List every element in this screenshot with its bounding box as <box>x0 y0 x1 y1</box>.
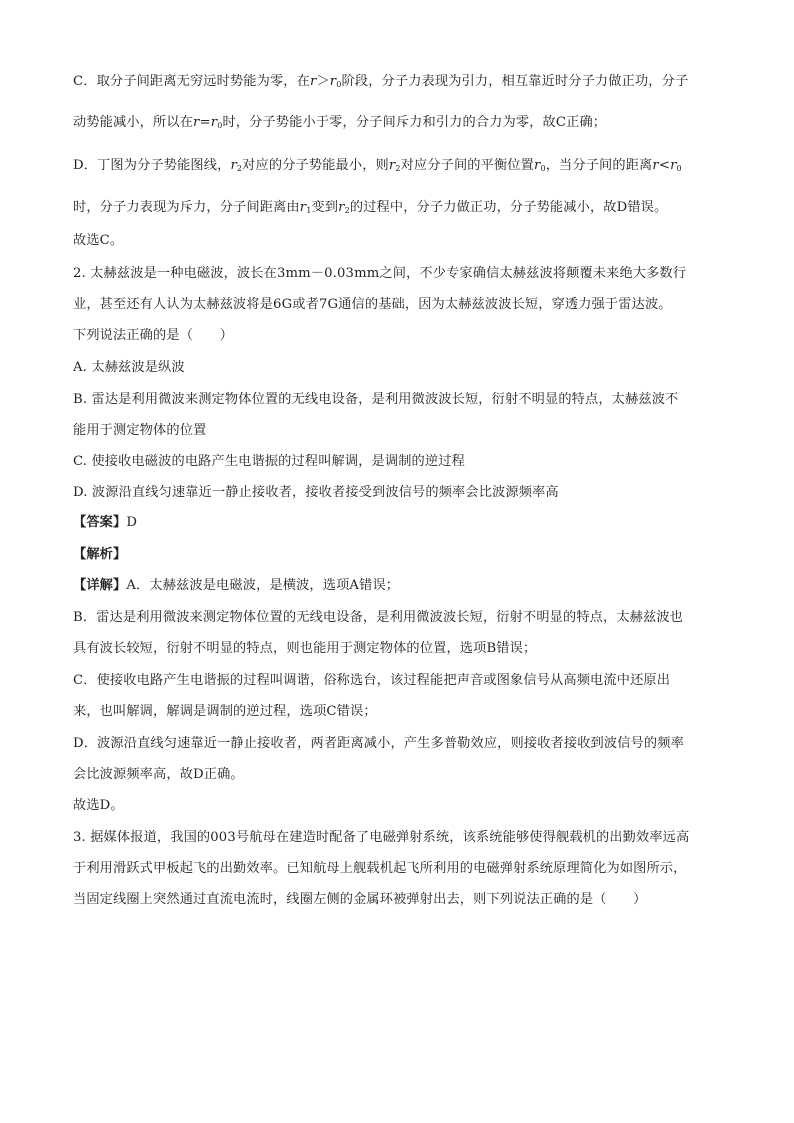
text: ，当分子间的距离 <box>545 158 653 173</box>
math-r1: r <box>299 200 307 215</box>
q2-explanation-a <box>73 578 399 594</box>
math-r0: r <box>670 158 677 173</box>
q2-stem-line1: 2. 太赫兹波是一种电磁波，波长在3mm－0.03mm之间，不少专家确信太赫兹波将颠覆未来绝大多数行 <box>73 266 687 281</box>
q2-explanation-d-line1: D．波源沿直线匀速靠近一静止接收者，两者距离减小，产生多普勒效应，则接收者接收到波信号的频率 <box>73 736 684 751</box>
q2-option-c: C. 使接收电磁波的电路产生电谐振的过程叫解调，是调制的逆过程 <box>73 454 465 469</box>
math-sub: 2 <box>236 164 243 173</box>
q2-explanation-c-line2: 来，也叫解调，解调是调制的逆过程，选项C错误； <box>73 704 377 719</box>
math-sub: 0 <box>217 121 223 130</box>
math-eq: = <box>199 115 211 130</box>
q2-answer <box>73 515 137 531</box>
answer-tag: 【答案】 <box>73 515 127 530</box>
text: D．丁图为分子势能图线， <box>73 158 231 173</box>
q2-explanation-b-line1: B．雷达是利用微波来测定物体位置的无线电设备，是利用微波波长短，衍射不明显的特点，太赫兹波也 <box>73 610 684 625</box>
q3-stem-line3: 当固定线圈上突然通过直流电流时，线圈左侧的金属环被弹射出去，则下列说法正确的是（ ） <box>73 892 647 907</box>
q2-explanation-d-line2: 会比波源频率高，故D正确。 <box>73 767 244 782</box>
text: 时，分子力表现为斥力，分子间距离由 <box>73 200 300 215</box>
q2-explanation-c-line1: C．使接收电路产生电谐振的过程叫调谐，俗称选台，该过程能把声音或图象信号从高频电流中还原出 <box>73 673 671 688</box>
q1-choose: 故选C。 <box>73 233 124 248</box>
math-r2: r <box>338 200 345 215</box>
text: A．太赫兹波是电磁波，是横波，选项A错误； <box>126 578 400 593</box>
math-r: r <box>193 115 200 130</box>
text: C．取分子间距离无穷远时势能为零，在 <box>73 74 310 89</box>
q2-option-d: D. 波源沿直线匀速靠近一静止接收者，接收者接受到波信号的频率会比波源频率高 <box>73 485 559 500</box>
math-sub: 0 <box>676 164 682 173</box>
q2-option-b-line1: B. 雷达是利用微波来测定物体位置的无线电设备，是利用微波波长短，衍射不明显的特点，太赫兹波不 <box>73 392 679 407</box>
math-r: r <box>309 74 317 89</box>
math-sub: 2 <box>344 206 350 215</box>
math-sub: 1 <box>306 206 312 215</box>
answer-value: D <box>126 515 138 530</box>
math-r2: r <box>230 158 237 173</box>
detail-tag: 【详解】 <box>73 578 127 593</box>
q2-option-a: A. 太赫兹波是纵波 <box>73 360 185 375</box>
text: 动势能减小，所以在 <box>73 115 194 130</box>
q2-stem-line3: 下列说法正确的是（ ） <box>73 328 234 343</box>
text: 时，分子势能小于零，分子间斥力和引力的合力为零，故C正确； <box>222 115 607 130</box>
q2-stem-line2: 业，甚至还有人认为太赫兹波将是6G或者7G通信的基础，因为太赫兹波波长短，穿透力强于雷达波。 <box>73 297 672 312</box>
q1-explanation-c-line1 <box>73 74 688 93</box>
text: 的过程中，分子力做正功，分子势能减小，故D错误。 <box>349 200 668 215</box>
math-sub: 0 <box>540 164 546 173</box>
math-r0: r <box>329 74 337 89</box>
text: 阶段，分子力表现为引力，相互靠近时分子力做正功，分子 <box>341 74 689 89</box>
math-gt: ＞ <box>316 74 330 89</box>
q2-choose: 故选D。 <box>73 798 124 813</box>
text: 对应的分子势能最小，则 <box>242 158 389 173</box>
q1-explanation-d-line1 <box>73 158 682 177</box>
q1-explanation-d-line2 <box>73 200 667 219</box>
q3-stem-line1: 3. 据媒体报道，我国的003号航母在建造时配备了电磁弹射系统，该系统能够使得舰载机的出勤效率远高 <box>73 830 690 845</box>
text: 变到 <box>311 200 339 215</box>
q2-analysis-tag: 【解析】 <box>73 547 127 562</box>
math-lt: < <box>658 158 671 173</box>
q2-option-b-line2: 能用于测定物体的位置 <box>73 423 207 438</box>
math-r: r <box>652 158 659 173</box>
text: 对应分子间的平衡位置 <box>400 158 534 173</box>
math-sub: 2 <box>395 164 401 173</box>
q3-stem-line2: 于利用滑跃式甲板起飞的出勤效率。已知航母上舰载机起飞所利用的电磁弹射系统原理简化为如图所示， <box>73 861 687 876</box>
q2-explanation-b-line2: 具有波长较短，衍射不明显的特点，则也能用于测定物体的位置，选项B错误； <box>73 641 537 656</box>
q1-explanation-c-line2 <box>73 115 606 134</box>
math-r0: r <box>533 158 541 173</box>
math-sub: 0 <box>336 80 342 89</box>
math-r2: r <box>388 158 396 173</box>
math-r0: r <box>210 115 218 130</box>
